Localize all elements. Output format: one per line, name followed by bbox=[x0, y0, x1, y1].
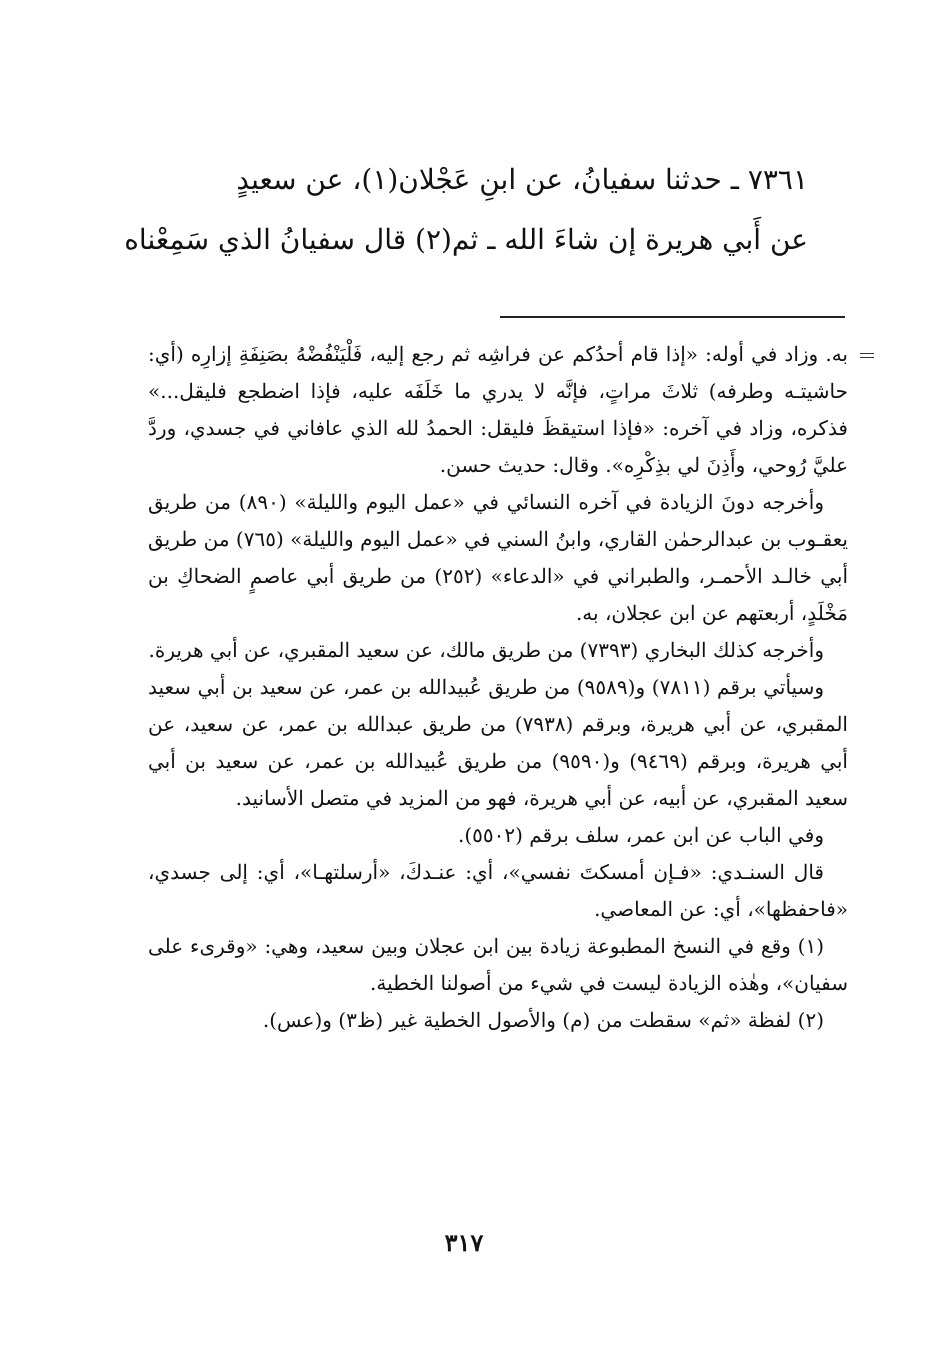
footnote-1: (١) وقع في النسخ المطبوعة زيادة بين ابن عجلان وبين سعيد، وهي: «وقرىء على سفيان»، وهٰذه الزيادة ليست في شيء من أصولنا الخطية. bbox=[148, 934, 848, 995]
footnote-2: (٢) لفظة «ثم» سقطت من (م) والأصول الخطية غير (ظ٣) و(عس). bbox=[262, 1008, 824, 1032]
note-paragraph-2: وأخرجه دونَ الزيادة في آخره النسائي في «عمل اليوم والليلة» (٨٩٠) من طريق يعقـوب بن عبدالرحمٰن القاري، وابنُ السني في «عمل اليوم والليلة» (٧٦٥) من طريق أبي خالـد الأحمـر، والطبراني في «الدعاء» (٢٥٢) من طريق أبي عاصمٍ الضحاكِ بن مَخْلَدٍ، أربعتهم عن ابن عجلان، به. bbox=[148, 490, 849, 625]
commentary-notes bbox=[148, 336, 848, 1039]
footnotes bbox=[148, 928, 848, 1039]
main-text-line-2: عن أَبي هريرة إن شاءَ الله ـ ثم(٢) قال سفيانُ الذي سَمِعْناه bbox=[124, 223, 808, 256]
footnote-separator bbox=[500, 316, 845, 318]
note-paragraph-1: به. وزاد في أوله: «إذا قام أحدُكم عن فراشِه ثم رجع إليه، فَلْيَنْفُضْهُ بصَنِفَةِ إزارِه (أي: حاشيتـه وطرفه) ثلاثَ مراتٍ، فإنَّه لا يدري ما خَلَفَه عليه، فإذا اضطجع فليقل...» فذكره، وزاد في آخره: «فإذا استيقظَ فليقل: الحمدُ لله الذي عافاني في جسدي، وردَّ عليَّ رُوحي، وأَذِنَ لي بذِكْرِه». وقال: حديث حسن. bbox=[148, 342, 848, 477]
note-paragraph-3: وأخرجه كذلك البخاري (٧٣٩٣) من طريق مالك، عن سعيد المقبري، عن أبي هريرة. bbox=[148, 638, 824, 662]
page-number: ٣١٧ bbox=[444, 1228, 484, 1257]
main-text-line-1: ٧٣٦١ ـ حدثنا سفيانُ، عن ابنِ عَجْلان(١)، عن سعيدٍ bbox=[236, 163, 808, 196]
continuation-mark bbox=[860, 353, 874, 363]
note-paragraph-4: وسيأتي برقم (٧٨١١) و(٩٥٨٩) من طريق عُبيدالله بن عمر، عن سعيد بن أبي سعيد المقبري، عن أبي هريرة، وبرقم (٧٩٣٨) من طريق عبدالله بن عمر، عن سعيد، عن أبي هريرة، وبرقم (٩٤٦٩) و(٩٥٩٠) من طريق عُبيدالله بن عمر، عن سعيد بن أبي سعيد المقبري، عن أبيه، عن أبي هريرة، فهو من المزيد في متصل الأسانيد. bbox=[148, 675, 848, 810]
note-paragraph-6: قال السنـدي: «فـإن أمسكتَ نفسي»، أي: عنـدكَ، «أرسلتهـا»، أي: إلى جسدي، «فاحفظها»، أي: عن المعاصي. bbox=[148, 860, 848, 921]
note-paragraph-5: وفي الباب عن ابن عمر، سلف برقم (٥٥٠٢). bbox=[458, 823, 824, 847]
